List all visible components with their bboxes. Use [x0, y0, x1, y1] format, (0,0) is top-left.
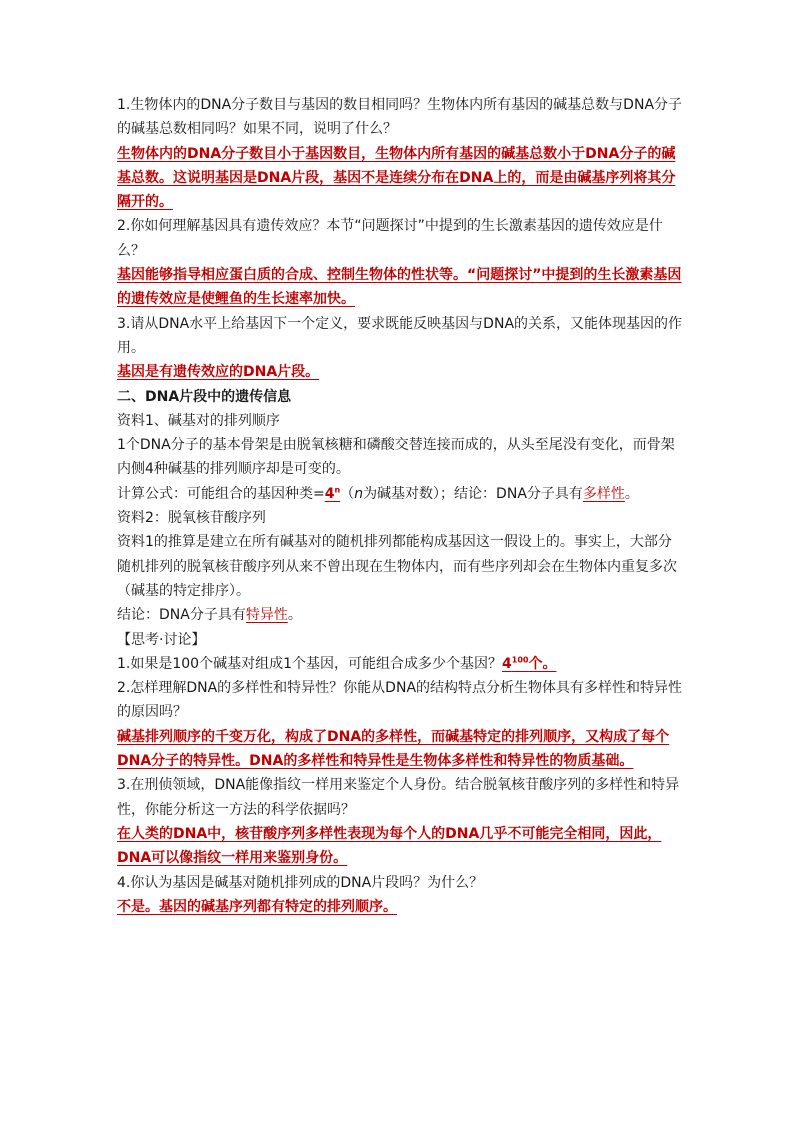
d4-answer: 不是。基因的碱基序列都有特定的排列顺序。 [117, 898, 397, 915]
d1-question: 1.如果是100个碱基对组成1个基因，可能组合成多少个基因？ [117, 655, 502, 672]
conclusion-end: 。 [287, 607, 302, 624]
d3-question: 3.在刑侦领域，DNA能像指纹一样用来鉴定个人身份。结合脱氧核苷酸序列的多样性和特异性，你能分析这一方法的科学依据吗？ [117, 777, 680, 818]
q1-question: 1.生物体内的DNA分子数目与基因的数目相同吗？生物体内所有基因的碱基总数与DNA分子的碱基总数相同吗？如果不同，说明了什么？ [117, 97, 683, 138]
d1-line [117, 652, 682, 676]
formula-base: 4 [324, 485, 335, 502]
conclusion-line [117, 603, 682, 627]
formula-exponent: n [334, 485, 341, 495]
formula-end: 。 [624, 485, 639, 502]
d1-base: 4 [502, 655, 512, 672]
formula-paren-text: 为碱基对数）；结论：DNA分子具有 [363, 485, 583, 502]
q1-answer: 生物体内的DNA分子数目小于基因数目，生物体内所有基因的碱基总数小于DNA分子的碱基总数。这说明基因是DNA片段，基因不是连续分布在DNA上的，而是由碱基序列将其分隔开的。 [117, 145, 676, 211]
document-content [117, 93, 682, 919]
formula-keyword: 多样性 [582, 485, 625, 502]
d4-question: 4.你认为基因是碱基对随机排列成的DNA片段吗？为什么？ [117, 874, 484, 891]
formula-power [325, 486, 340, 502]
material2-text: 资料1的推算是建立在所有碱基对的随机排列都能构成基因这一假设上的。事实上，大部分随机排列的脱氧核苷酸序列从来不曾出现在生物体内，而有些序列却会在生物体内重复多次（碱基的特定排序）。 [117, 534, 677, 599]
q3-answer: 基因是有遗传效应的DNA片段。 [117, 364, 320, 381]
d3-answer: 在人类的DNA中，核苷酸序列多样性表现为每个人的DNA几乎不可能完全相同，因此，DNA可以像指纹一样用来鉴别身份。 [117, 825, 662, 867]
q2-question: 2.你如何理解基因具有遗传效应？本节“问题探讨”中提到的生长激素基因的遗传效应是什么？ [117, 218, 663, 259]
formula-n: n [354, 485, 364, 502]
material1-title: 资料1、碱基对的排列顺序 [117, 412, 280, 429]
d2-answer: 碱基排列顺序的千变万化，构成了DNA的多样性，而碱基特定的排列顺序，又构成了每个DNA分子的特异性。DNA的多样性和特异性是生物体多样性和特异性的物质基础。 [117, 728, 670, 770]
material2-title: 资料2：脱氧核苷酸序列 [117, 510, 266, 527]
q2-answer: 基因能够指导相应蛋白质的合成、控制生物体的性状等。“问题探讨”中提到的生长激素基因的遗传效应是使鲤鱼的生长速率加快。 [117, 267, 682, 308]
formula-prefix: 计算公式：可能组合的基因种类= [117, 485, 325, 502]
formula-line [117, 482, 682, 506]
material1-text: 1个DNA分子的基本骨架是由脱氧核糖和磷酸交替连接而成的，从头至尾没有变化，而骨架内侧4种碱基的排列顺序却是可变的。 [117, 437, 675, 478]
d1-exponent: 100 [511, 655, 529, 665]
conclusion-prefix: 结论：DNA分子具有 [117, 607, 246, 624]
d1-unit: 个。 [528, 655, 557, 672]
discussion-title: 【思考·讨论】 [117, 631, 206, 648]
formula-paren-open: （ [340, 485, 355, 502]
d1-answer [502, 656, 556, 672]
q3-question: 3.请从DNA水平上给基因下一个定义，要求既能反映基因与DNA的关系，又能体现基因的作用。 [117, 315, 683, 356]
d2-question: 2.怎样理解DNA的多样性和特异性？你能从DNA的结构特点分析生物体具有多样性和特异性的原因吗？ [117, 680, 683, 721]
section2-heading: 二、DNA片段中的遗传信息 [117, 388, 292, 405]
conclusion-keyword: 特异性 [245, 607, 288, 624]
